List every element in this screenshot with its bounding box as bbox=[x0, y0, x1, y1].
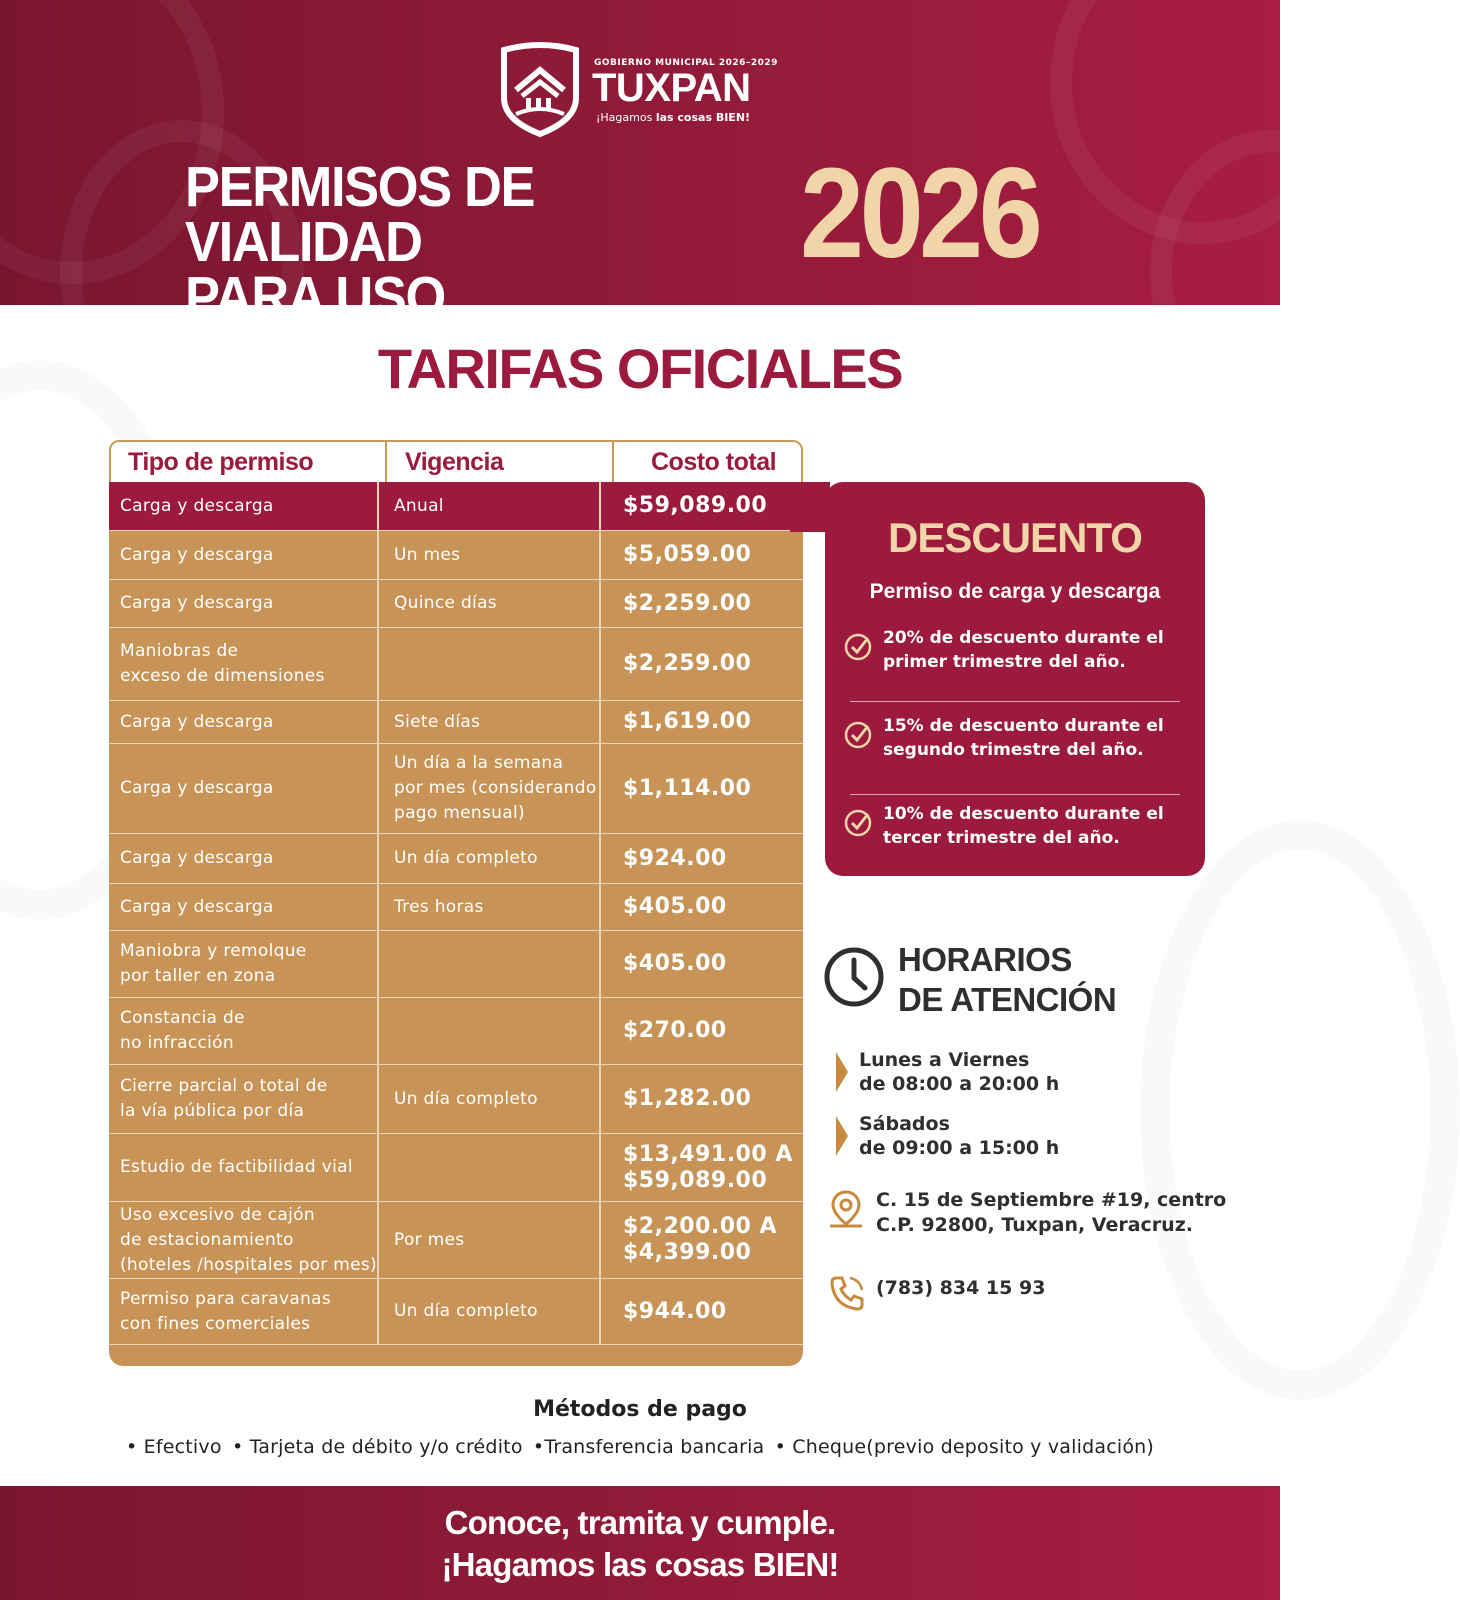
column-divider bbox=[599, 1134, 601, 1201]
column-divider bbox=[612, 442, 614, 482]
column-divider bbox=[377, 931, 379, 997]
discount-item-text: 20% de descuento durante el primer trimestre del año. bbox=[883, 628, 1164, 672]
column-divider bbox=[377, 1065, 379, 1133]
discount-item bbox=[843, 714, 1188, 784]
column-divider bbox=[377, 834, 379, 883]
column-divider bbox=[599, 998, 601, 1064]
tariff-table bbox=[109, 482, 803, 1366]
cell-tipo: Carga y descarga bbox=[120, 848, 274, 868]
phone bbox=[826, 1272, 1226, 1312]
cell-vigencia bbox=[394, 931, 604, 997]
logo-tagline-bold: las cosas BIEN! bbox=[655, 111, 751, 124]
payment-method: • Cheque(previo deposito y validación) bbox=[774, 1436, 1154, 1458]
column-divider bbox=[377, 580, 379, 627]
column-divider bbox=[599, 1065, 601, 1133]
discount-item bbox=[843, 626, 1188, 696]
column-divider bbox=[377, 1202, 379, 1278]
cell-tipo: Uso excesivo de cajón de estacionamiento (hoteles /hospitales por mes) bbox=[120, 1204, 377, 1275]
cell-tipo: Carga y descarga bbox=[120, 778, 274, 798]
address bbox=[826, 1188, 1226, 1240]
column-divider bbox=[599, 834, 601, 883]
column-divider bbox=[377, 998, 379, 1064]
column-header-vigencia: Vigencia bbox=[405, 448, 504, 476]
column-divider bbox=[377, 744, 379, 833]
schedule-days: Lunes a Viernes bbox=[859, 1049, 1030, 1071]
cell-costo: $405.00 bbox=[623, 951, 727, 976]
cell-tipo: Carga y descarga bbox=[120, 495, 274, 516]
column-divider bbox=[599, 884, 601, 930]
cell-tipo: Carga y descarga bbox=[120, 711, 274, 732]
cell-costo: $924.00 bbox=[623, 845, 727, 871]
cell-costo: $2,259.00 bbox=[623, 651, 752, 676]
cell-tipo: Constancia de no infracción bbox=[120, 1008, 245, 1053]
divider bbox=[850, 794, 1180, 795]
cell-costo: $2,200.00 A $4,399.00 bbox=[623, 1214, 778, 1265]
footer-slogan-line2: ¡Hagamos las cosas BIEN! bbox=[441, 1546, 839, 1583]
cell-vigencia: Un día completo bbox=[394, 1301, 538, 1321]
payment-method: • Tarjeta de débito y/o crédito bbox=[231, 1436, 523, 1458]
table-row bbox=[109, 580, 803, 628]
column-header-costo: Costo total bbox=[651, 448, 777, 476]
column-divider bbox=[377, 1279, 379, 1344]
logo-government-text: GOBIERNO MUNICIPAL 2026–2029 bbox=[594, 58, 778, 68]
clock-icon bbox=[823, 946, 885, 1008]
column-divider bbox=[377, 701, 379, 743]
divider bbox=[850, 701, 1180, 702]
address-line2: C.P. 92800, Tuxpan, Veracruz. bbox=[876, 1214, 1193, 1236]
arrow-icon bbox=[836, 1052, 848, 1092]
cell-costo: $5,059.00 bbox=[623, 542, 752, 567]
cell-tipo: Carga y descarga bbox=[120, 544, 274, 565]
payment-method: •Transferencia bancaria bbox=[532, 1436, 765, 1458]
cell-vigencia: Por mes bbox=[394, 1229, 465, 1250]
column-divider bbox=[377, 628, 379, 700]
column-divider bbox=[599, 531, 601, 579]
background-pattern bbox=[1140, 820, 1460, 1400]
cell-vigencia bbox=[394, 628, 604, 700]
column-divider bbox=[599, 482, 601, 530]
arrow-icon bbox=[836, 1116, 848, 1156]
section-title: TARIFAS OFICIALES bbox=[377, 337, 903, 400]
cell-tipo: Carga y descarga bbox=[120, 593, 274, 613]
cell-vigencia: Un mes bbox=[394, 544, 461, 565]
footer-slogan-line1: Conoce, tramita y cumple. bbox=[444, 1504, 836, 1541]
table-row bbox=[109, 482, 803, 531]
column-divider bbox=[599, 580, 601, 627]
table-row bbox=[109, 834, 803, 884]
table-row bbox=[109, 1065, 803, 1134]
schedule-hours: de 08:00 a 20:00 h bbox=[859, 1073, 1060, 1095]
schedule-title-line2: DE ATENCIÓN bbox=[898, 981, 1117, 1018]
table-header bbox=[109, 440, 803, 482]
discount-connector bbox=[790, 482, 830, 532]
column-header-tipo: Tipo de permiso bbox=[128, 448, 314, 476]
column-divider bbox=[599, 701, 601, 743]
logo-city-name: TUXPAN bbox=[592, 66, 751, 110]
schedule-hours: de 09:00 a 15:00 h bbox=[859, 1137, 1060, 1159]
table-row bbox=[109, 1202, 803, 1279]
cell-costo: $2,259.00 bbox=[623, 590, 752, 616]
cell-tipo: Maniobra y remolque por taller en zona bbox=[120, 941, 307, 986]
table-row bbox=[109, 998, 803, 1065]
discount-panel bbox=[825, 482, 1205, 876]
cell-vigencia: Tres horas bbox=[394, 896, 484, 917]
payment-method: • Efectivo bbox=[126, 1436, 222, 1458]
phone-number: (783) 834 15 93 bbox=[876, 1277, 1046, 1299]
schedule-days: Sábados bbox=[859, 1113, 950, 1135]
page-title-line1: PERMISOS DE VIALIDAD bbox=[185, 155, 535, 274]
cell-vigencia bbox=[394, 998, 604, 1064]
phone-icon bbox=[826, 1272, 866, 1314]
payment-methods bbox=[0, 1436, 1280, 1458]
cell-vigencia: Un día completo bbox=[394, 848, 538, 868]
column-divider bbox=[599, 1279, 601, 1344]
shield-logo-icon bbox=[498, 40, 582, 136]
cell-costo: $405.00 bbox=[623, 894, 727, 919]
municipal-logo bbox=[498, 40, 798, 140]
column-divider bbox=[385, 442, 387, 482]
cell-costo: $59,089.00 bbox=[623, 493, 768, 518]
cell-costo: $1,114.00 bbox=[623, 775, 752, 801]
cell-vigencia: Siete días bbox=[394, 711, 481, 732]
cell-tipo: Carga y descarga bbox=[120, 896, 274, 917]
page-title-line2: PARA USO COMERCIAL bbox=[185, 265, 491, 384]
column-divider bbox=[377, 884, 379, 930]
table-row bbox=[109, 931, 803, 998]
cell-vigencia bbox=[394, 1134, 604, 1201]
schedule-item bbox=[836, 1112, 1196, 1162]
schedule-title-line1: HORARIOS bbox=[898, 941, 1072, 978]
discount-title: DESCUENTO bbox=[888, 514, 1142, 561]
column-divider bbox=[599, 1202, 601, 1278]
table-row bbox=[109, 531, 803, 580]
cell-costo: $270.00 bbox=[623, 1018, 727, 1043]
column-divider bbox=[599, 744, 601, 833]
cell-tipo: Maniobras de exceso de dimensiones bbox=[120, 641, 325, 686]
check-circle-icon bbox=[843, 632, 873, 662]
discount-item-text: 10% de descuento durante el tercer trimestre del año. bbox=[883, 804, 1164, 848]
table-row bbox=[109, 744, 803, 834]
logo-tagline bbox=[596, 111, 750, 124]
column-divider bbox=[377, 482, 379, 530]
table-row bbox=[109, 628, 803, 701]
payment-title: Métodos de pago bbox=[533, 1397, 747, 1422]
cell-costo: $1,282.00 bbox=[623, 1086, 752, 1111]
column-divider bbox=[377, 1134, 379, 1201]
schedule-item bbox=[836, 1048, 1196, 1098]
table-row bbox=[109, 884, 803, 931]
table-row bbox=[109, 701, 803, 744]
schedule-text bbox=[859, 1048, 1059, 1096]
address-line1: C. 15 de Septiembre #19, centro bbox=[876, 1189, 1227, 1211]
column-divider bbox=[599, 628, 601, 700]
cell-vigencia: Quince días bbox=[394, 593, 497, 613]
cell-tipo: Permiso para caravanas con fines comerciales bbox=[120, 1288, 332, 1334]
cell-vigencia: Anual bbox=[394, 495, 444, 516]
column-divider bbox=[377, 531, 379, 579]
check-circle-icon bbox=[843, 720, 873, 750]
table-row bbox=[109, 1279, 803, 1345]
column-divider bbox=[599, 931, 601, 997]
discount-item-text: 15% de descuento durante el segundo trimestre del año. bbox=[883, 716, 1164, 760]
cell-costo: $1,619.00 bbox=[623, 709, 752, 734]
schedule-text bbox=[859, 1112, 1059, 1160]
cell-vigencia: Un día completo bbox=[394, 1088, 538, 1109]
cell-vigencia: Un día a la semana por mes (considerando pago mensual) bbox=[394, 753, 597, 823]
address-text bbox=[876, 1188, 1226, 1238]
cell-costo: $13,491.00 A $59,089.00 bbox=[623, 1141, 793, 1193]
check-circle-icon bbox=[843, 808, 873, 838]
discount-subtitle: Permiso de carga y descarga bbox=[869, 580, 1161, 603]
cell-tipo: Estudio de factibilidad vial bbox=[120, 1157, 353, 1177]
cell-costo: $944.00 bbox=[623, 1298, 727, 1324]
table-row bbox=[109, 1134, 803, 1202]
location-pin-icon bbox=[826, 1188, 866, 1230]
discount-item bbox=[843, 802, 1188, 872]
schedule-title bbox=[898, 940, 1116, 1020]
page-year: 2026 bbox=[800, 142, 1039, 285]
logo-tagline-prefix: ¡Hagamos bbox=[596, 111, 656, 124]
footer-banner bbox=[0, 1486, 1280, 1600]
cell-tipo: Cierre parcial o total de la vía pública por día bbox=[120, 1076, 328, 1121]
